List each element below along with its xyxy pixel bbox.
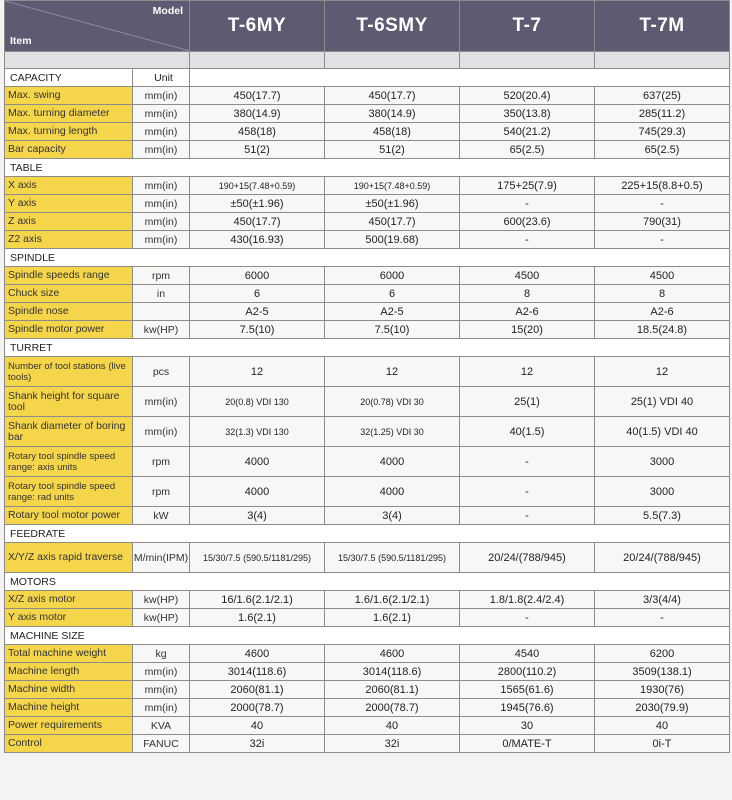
- spec-value: 175+25(7.9): [460, 177, 595, 195]
- spec-label: Rotary tool spindle speed range: rad units: [5, 477, 133, 507]
- spec-value: 18.5(24.8): [595, 321, 730, 339]
- section-row: [5, 159, 730, 177]
- spec-row: [5, 417, 730, 447]
- spec-label: Rotary tool spindle speed range: axis units: [5, 447, 133, 477]
- spec-unit: rpm: [133, 477, 190, 507]
- spec-value: -: [460, 507, 595, 525]
- spec-value: 1.6/1.6(2.1/2.1): [325, 591, 460, 609]
- spec-value: 20/24/(788/945): [460, 543, 595, 573]
- spec-value: A2-5: [190, 303, 325, 321]
- spec-label: Max. swing: [5, 87, 133, 105]
- spec-label: Spindle nose: [5, 303, 133, 321]
- spec-value: 3014(118.6): [325, 663, 460, 681]
- spec-value: 7.5(10): [190, 321, 325, 339]
- spec-label: Z axis: [5, 213, 133, 231]
- spec-value: 540(21.2): [460, 123, 595, 141]
- spec-unit: mm(in): [133, 87, 190, 105]
- spec-label: X/Y/Z axis rapid traverse: [5, 543, 133, 573]
- spec-value: A2-6: [460, 303, 595, 321]
- spec-value: 40(1.5): [460, 417, 595, 447]
- spec-value: 40: [190, 717, 325, 735]
- spec-value: 430(16.93): [190, 231, 325, 249]
- spec-value: 4600: [325, 645, 460, 663]
- section-title: TURRET: [5, 339, 730, 357]
- spec-unit: KVA: [133, 717, 190, 735]
- spec-row: [5, 591, 730, 609]
- spec-row: [5, 477, 730, 507]
- spec-label: Max. turning diameter: [5, 105, 133, 123]
- spec-value: 2030(79.9): [595, 699, 730, 717]
- spec-value: 3(4): [325, 507, 460, 525]
- spec-value: 4540: [460, 645, 595, 663]
- section-row: [5, 525, 730, 543]
- spec-label: Machine width: [5, 681, 133, 699]
- spec-value: 8: [460, 285, 595, 303]
- spec-unit: mm(in): [133, 213, 190, 231]
- spec-value: 380(14.9): [325, 105, 460, 123]
- spec-label: Bar capacity: [5, 141, 133, 159]
- spec-unit: kw(HP): [133, 321, 190, 339]
- spec-value: 40: [325, 717, 460, 735]
- spec-row: [5, 387, 730, 417]
- spec-value: 1945(76.6): [460, 699, 595, 717]
- spec-value: 500(19.68): [325, 231, 460, 249]
- spec-row: [5, 717, 730, 735]
- spec-value: 4600: [190, 645, 325, 663]
- spec-unit: mm(in): [133, 177, 190, 195]
- spec-unit: in: [133, 285, 190, 303]
- spec-unit: mm(in): [133, 681, 190, 699]
- spec-label: Machine length: [5, 663, 133, 681]
- spec-value: 6200: [595, 645, 730, 663]
- model-header: T-7: [460, 1, 595, 52]
- header-row: [5, 1, 730, 52]
- spec-value: 65(2.5): [460, 141, 595, 159]
- spec-row: [5, 735, 730, 753]
- spec-value: 12: [325, 357, 460, 387]
- spec-value: 20(0.8) VDI 130: [190, 387, 325, 417]
- spec-value: 0i-T: [595, 735, 730, 753]
- spec-value: 1.6(2.1): [325, 609, 460, 627]
- spec-value: 4000: [190, 477, 325, 507]
- spec-row: [5, 609, 730, 627]
- header-corner: [5, 1, 190, 52]
- spec-value: 6: [325, 285, 460, 303]
- spec-value: 12: [460, 357, 595, 387]
- spec-unit: M/min(IPM): [133, 543, 190, 573]
- section-row: [5, 69, 730, 87]
- spec-value: 2000(78.7): [325, 699, 460, 717]
- spec-value: 2000(78.7): [190, 699, 325, 717]
- spec-value: 7.5(10): [325, 321, 460, 339]
- spec-value: 32i: [325, 735, 460, 753]
- spec-value: 6000: [190, 267, 325, 285]
- section-title: FEEDRATE: [5, 525, 730, 543]
- section-title: MOTORS: [5, 573, 730, 591]
- spec-value: 8: [595, 285, 730, 303]
- spec-value: 25(1) VDI 40: [595, 387, 730, 417]
- spec-value: 51(2): [325, 141, 460, 159]
- spec-value: -: [460, 609, 595, 627]
- spec-value: 12: [190, 357, 325, 387]
- spec-row: [5, 195, 730, 213]
- spec-unit: kw(HP): [133, 591, 190, 609]
- spec-value: 3000: [595, 477, 730, 507]
- spec-unit: kW: [133, 507, 190, 525]
- spec-value: 2060(81.1): [325, 681, 460, 699]
- spec-value: -: [595, 195, 730, 213]
- spec-label: Control: [5, 735, 133, 753]
- spec-value: 600(23.6): [460, 213, 595, 231]
- spec-value: 458(18): [325, 123, 460, 141]
- spec-value: A2-5: [325, 303, 460, 321]
- unit-heading: Unit: [133, 69, 190, 87]
- spec-unit: mm(in): [133, 231, 190, 249]
- spec-value: 190+15(7.48+0.59): [325, 177, 460, 195]
- spec-value: 637(25): [595, 87, 730, 105]
- spec-value: 20/24/(788/945): [595, 543, 730, 573]
- spec-value: 285(11.2): [595, 105, 730, 123]
- spacer-cell: [595, 52, 730, 69]
- spec-row: [5, 285, 730, 303]
- spec-value: 2060(81.1): [190, 681, 325, 699]
- spec-label: Z2 axis: [5, 231, 133, 249]
- spec-label: Y axis: [5, 195, 133, 213]
- model-header: T-7M: [595, 1, 730, 52]
- spec-value: 15/30/7.5 (590.5/1181/295): [325, 543, 460, 573]
- section-row: [5, 249, 730, 267]
- spec-unit: FANUC: [133, 735, 190, 753]
- spec-value: 15/30/7.5 (590.5/1181/295): [190, 543, 325, 573]
- spec-value: 12: [595, 357, 730, 387]
- spec-value: 520(20.4): [460, 87, 595, 105]
- spec-row: [5, 87, 730, 105]
- spec-value: 3000: [595, 447, 730, 477]
- spec-value: 450(17.7): [325, 87, 460, 105]
- spec-value: 51(2): [190, 141, 325, 159]
- spec-value: 350(13.8): [460, 105, 595, 123]
- spec-value: 4500: [460, 267, 595, 285]
- spec-label: Max. turning length: [5, 123, 133, 141]
- spec-value: 450(17.7): [190, 213, 325, 231]
- spec-value: 32i: [190, 735, 325, 753]
- spec-row: [5, 681, 730, 699]
- spec-unit: mm(in): [133, 387, 190, 417]
- spec-value: -: [460, 231, 595, 249]
- spec-value: 0/MATE-T: [460, 735, 595, 753]
- spec-row: [5, 321, 730, 339]
- spec-label: Y axis motor: [5, 609, 133, 627]
- spec-label: Number of tool stations (live tools): [5, 357, 133, 387]
- spec-value: 225+15(8.8+0.5): [595, 177, 730, 195]
- spec-unit: mm(in): [133, 417, 190, 447]
- spec-value: 1565(61.6): [460, 681, 595, 699]
- spec-row: [5, 141, 730, 159]
- section-title: MACHINE SIZE: [5, 627, 730, 645]
- spec-label: Total machine weight: [5, 645, 133, 663]
- spec-row: [5, 543, 730, 573]
- spec-value: 450(17.7): [325, 213, 460, 231]
- spec-unit: mm(in): [133, 141, 190, 159]
- spec-unit: mm(in): [133, 699, 190, 717]
- spacer-cell: [190, 52, 325, 69]
- section-title: TABLE: [5, 159, 730, 177]
- spec-row: [5, 177, 730, 195]
- spec-unit: kw(HP): [133, 609, 190, 627]
- spec-label: Spindle speeds range: [5, 267, 133, 285]
- spec-row: [5, 645, 730, 663]
- section-row: [5, 627, 730, 645]
- spec-row: [5, 663, 730, 681]
- spec-value: 4000: [325, 477, 460, 507]
- spec-value: 450(17.7): [190, 87, 325, 105]
- spec-label: Shank height for square tool: [5, 387, 133, 417]
- spec-label: Spindle motor power: [5, 321, 133, 339]
- spec-value: 25(1): [460, 387, 595, 417]
- spec-label: Chuck size: [5, 285, 133, 303]
- spec-row: [5, 105, 730, 123]
- section-row: [5, 573, 730, 591]
- spec-row: [5, 123, 730, 141]
- spec-value: -: [595, 609, 730, 627]
- spec-unit: rpm: [133, 447, 190, 477]
- spec-value: 745(29.3): [595, 123, 730, 141]
- spec-value: 3509(138.1): [595, 663, 730, 681]
- spec-value: 20(0.78) VDI 30: [325, 387, 460, 417]
- spec-value: 1.8/1.8(2.4/2.4): [460, 591, 595, 609]
- spec-value: ±50(±1.96): [190, 195, 325, 213]
- spec-value: -: [460, 447, 595, 477]
- spec-value: 3/3(4/4): [595, 591, 730, 609]
- spec-value: 2800(110.2): [460, 663, 595, 681]
- spec-value: 32(1.3) VDI 130: [190, 417, 325, 447]
- section-fill: [190, 69, 730, 87]
- spec-value: 4000: [190, 447, 325, 477]
- spec-value: 458(18): [190, 123, 325, 141]
- spec-row: [5, 357, 730, 387]
- spec-value: ±50(±1.96): [325, 195, 460, 213]
- spec-value: 190+15(7.48+0.59): [190, 177, 325, 195]
- spec-value: A2-6: [595, 303, 730, 321]
- model-label: Model: [152, 5, 183, 17]
- spec-value: 40(1.5) VDI 40: [595, 417, 730, 447]
- spec-row: [5, 507, 730, 525]
- spec-unit: [133, 303, 190, 321]
- spacer-cell: [5, 52, 190, 69]
- spec-row: [5, 699, 730, 717]
- model-header: T-6SMY: [325, 1, 460, 52]
- spec-row: [5, 447, 730, 477]
- spec-value: 40: [595, 717, 730, 735]
- item-label: Item: [10, 35, 32, 47]
- spec-value: 15(20): [460, 321, 595, 339]
- spec-value: 30: [460, 717, 595, 735]
- spec-row: [5, 303, 730, 321]
- spacer-cell: [325, 52, 460, 69]
- spec-table-body: [5, 69, 730, 753]
- spec-value: 4500: [595, 267, 730, 285]
- spec-value: 3(4): [190, 507, 325, 525]
- spec-label: X axis: [5, 177, 133, 195]
- spec-value: -: [595, 231, 730, 249]
- spec-unit: kg: [133, 645, 190, 663]
- spec-value: 3014(118.6): [190, 663, 325, 681]
- spec-label: Power requirements: [5, 717, 133, 735]
- spec-value: 16/1.6(2.1/2.1): [190, 591, 325, 609]
- spec-value: 32(1.25) VDI 30: [325, 417, 460, 447]
- spec-label: Shank diameter of boring bar: [5, 417, 133, 447]
- section-title: CAPACITY: [5, 69, 133, 87]
- spec-unit: mm(in): [133, 663, 190, 681]
- spec-value: 6: [190, 285, 325, 303]
- spec-label: Machine height: [5, 699, 133, 717]
- spec-table-container: [4, 0, 730, 753]
- spec-unit: rpm: [133, 267, 190, 285]
- spec-label: X/Z axis motor: [5, 591, 133, 609]
- spec-row: [5, 213, 730, 231]
- spec-value: -: [460, 195, 595, 213]
- spec-unit: mm(in): [133, 123, 190, 141]
- spec-unit: mm(in): [133, 195, 190, 213]
- spec-value: 790(31): [595, 213, 730, 231]
- spec-value: -: [460, 477, 595, 507]
- section-title: SPINDLE: [5, 249, 730, 267]
- spec-value: 1.6(2.1): [190, 609, 325, 627]
- spec-value: 5.5(7.3): [595, 507, 730, 525]
- spec-label: Rotary tool motor power: [5, 507, 133, 525]
- spec-table: [4, 0, 730, 753]
- header-spacer-row: [5, 52, 730, 69]
- spec-unit: mm(in): [133, 105, 190, 123]
- spec-row: [5, 231, 730, 249]
- spec-value: 4000: [325, 447, 460, 477]
- spacer-cell: [460, 52, 595, 69]
- section-row: [5, 339, 730, 357]
- spec-value: 380(14.9): [190, 105, 325, 123]
- spec-unit: pcs: [133, 357, 190, 387]
- spec-value: 65(2.5): [595, 141, 730, 159]
- model-header: T-6MY: [190, 1, 325, 52]
- spec-value: 1930(76): [595, 681, 730, 699]
- spec-row: [5, 267, 730, 285]
- spec-value: 6000: [325, 267, 460, 285]
